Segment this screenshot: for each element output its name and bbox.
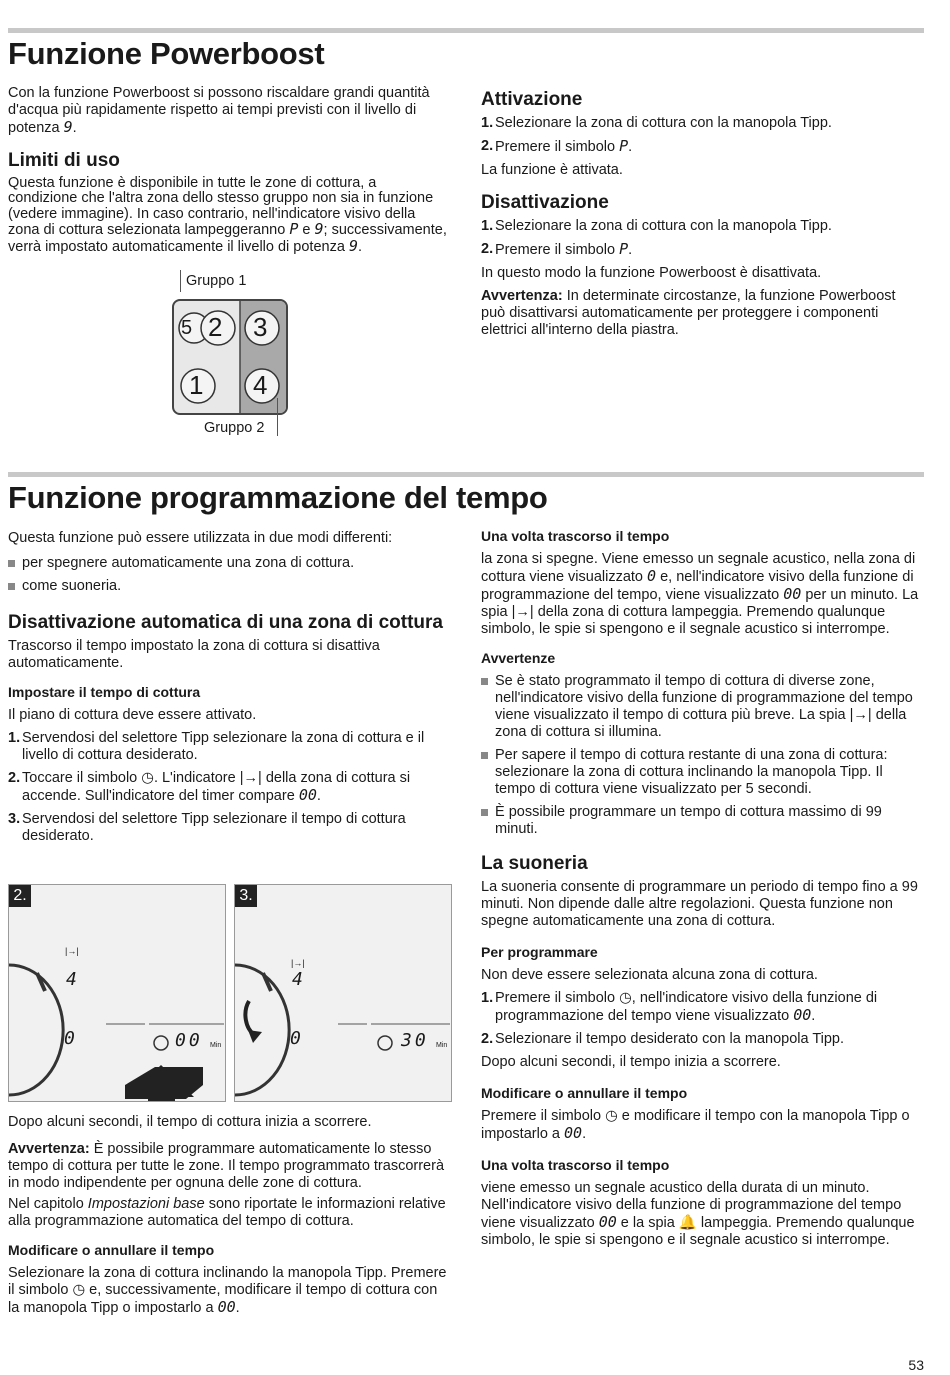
notes-title: Avvertenze bbox=[481, 650, 556, 666]
program-step: 2. Selezionare il tempo desiderato con la manopola Tipp. bbox=[481, 1030, 845, 1047]
timer-indicator-icon: |→| bbox=[239, 769, 262, 786]
note-item: Se è stato programmato il tempo di cottura di diverse zone, nell'indicatore visivo della funzione di programmazione del tempo viene visualizzato il tempo di cottura più breve. La spia |→| della zona di cottura si illumina. bbox=[481, 673, 923, 741]
zone-label: 2 bbox=[208, 312, 223, 342]
program-step: 1. Premere il simbolo ◷, nell'indicatore visivo della funzione di programmazione del tempo viene visualizzato 00. bbox=[481, 989, 878, 1024]
set-step: 3. Servendosi del selettore Tipp selezionare il tempo di cottura desiderato. bbox=[8, 810, 406, 844]
timer-left-lower bbox=[8, 1114, 448, 1323]
limits-title: Limiti di uso bbox=[8, 150, 120, 171]
timer-display: 00 bbox=[175, 1030, 203, 1051]
deactivation-result: In questo modo la funzione Powerboost è disattivata. bbox=[481, 264, 822, 281]
powerboost-warning: Avvertenza: In determinate circostanze, la funzione Powerboost può disattivarsi automaticamente per proteggere i componenti elettrici all'interno della piastra. bbox=[481, 287, 896, 338]
minutes-unit: Min bbox=[436, 1042, 448, 1049]
alarm-elapsed-title: Una volta trascorso il tempo bbox=[481, 1156, 670, 1173]
panel-graphic bbox=[235, 885, 452, 1102]
after-figure-text: Dopo alcuni secondi, il tempo di cottura inizia a scorrere. bbox=[8, 1114, 372, 1130]
note-item: Per sapere il tempo di cottura restante di una zona di cottura: selezionare la zona di cottura inclinando la manopola Tipp. Il tempo di cottura viene visualizzato per 5 secondi. bbox=[481, 747, 923, 798]
activation-step: 2. Premere il simbolo P. bbox=[481, 136, 633, 155]
timer-panel-step2 bbox=[8, 884, 226, 1102]
page-number: 53 bbox=[908, 1357, 924, 1373]
timer-icon: ◷ bbox=[605, 1107, 618, 1124]
timer-display: 30 bbox=[401, 1030, 429, 1051]
deactivation-step: 2. Premere il simbolo P. bbox=[481, 239, 633, 258]
alarm-elapsed-text: viene emesso un segnale acustico della durata di un minuto. Nell'indicatore visivo della funzione di programmazione del tempo viene visualizzato 00 e la spia 🔔 lampeggia. Premendo qualunque simbolo, le spie si spengono e il segnale acustico si interrompe. bbox=[481, 1179, 915, 1248]
cooktop-groups-diagram bbox=[160, 270, 300, 440]
program-after: Dopo alcuni secondi, il tempo inizia a scorrere. bbox=[481, 1053, 781, 1070]
zone-label: 1 bbox=[189, 370, 204, 400]
powerboost-left-column bbox=[8, 85, 448, 261]
powerboost-intro: Con la funzione Powerboost si possono riscaldare grandi quantità d'acqua più rapidamente rispetto ai tempi previsti con il livello di potenza 9. bbox=[8, 85, 430, 136]
deactivation-step: 1. Selezionare la zona di cottura con la manopola Tipp. bbox=[481, 217, 832, 234]
set-step: 1. Servendosi del selettore Tipp selezionare la zona di cottura e il livello di cottura desiderato. bbox=[8, 729, 425, 763]
powerboost-title: Funzione Powerboost bbox=[8, 36, 325, 71]
alarm-modify-text: Premere il simbolo ◷ e modificare il tempo con la manopola Tipp o impostarlo a 00. bbox=[481, 1107, 910, 1142]
alarm-text: La suoneria consente di programmare un periodo di tempo fino a 99 minuti. Non dipende dalle altre regolazioni. Questa funzione non spegne automaticamente una zona di cottura. bbox=[481, 878, 918, 929]
timer-warning: Avvertenza: È possibile programmare automaticamente lo stesso tempo di cottura per tutte le zone. Il tempo programmato trascorrerà in modo indipendente per ognuna delle zone di cottura. bbox=[8, 1141, 445, 1191]
timer-indicator-icon: |→| bbox=[511, 604, 534, 620]
auto-off-title: Disattivazione automatica di una zona di cottura bbox=[8, 612, 443, 633]
timer-icon: ◷ bbox=[72, 1282, 86, 1298]
note-item: È possibile programmare un tempo di cottura massimo di 99 minuti. bbox=[481, 804, 923, 838]
activation-step: 1. Selezionare la zona di cottura con la manopola Tipp. bbox=[481, 114, 832, 131]
group1-label: Gruppo 1 bbox=[186, 273, 247, 289]
zone-label: 3 bbox=[253, 312, 268, 342]
program-title: Per programmare bbox=[481, 943, 598, 960]
bell-icon: 🔔 bbox=[678, 1214, 697, 1231]
modify-title: Modificare o annullare il tempo bbox=[8, 1242, 215, 1258]
set-step: 2. Toccare il simbolo ◷. L'indicatore |→| della zona di cottura si accende. Sull'indicatore del timer compare 00. bbox=[8, 769, 411, 804]
program-pre: Non deve essere selezionata alcuna zona di cottura. bbox=[481, 966, 818, 983]
timer-mode-item: come suoneria. bbox=[8, 578, 448, 595]
power-level: 4 bbox=[66, 969, 77, 990]
timer-right-column bbox=[481, 528, 923, 1255]
auto-off-text: Trascorso il tempo impostato la zona di cottura si disattiva automaticamente. bbox=[8, 637, 380, 671]
panel-step-label: 2. bbox=[9, 885, 31, 907]
section-rule bbox=[8, 472, 924, 477]
timer-icon: ◷ bbox=[619, 989, 632, 1006]
group2-label: Gruppo 2 bbox=[204, 420, 265, 436]
indicator-icon: |→| bbox=[291, 958, 305, 968]
power-level: 4 bbox=[292, 969, 303, 990]
minutes-unit: Min bbox=[210, 1042, 222, 1049]
limits-text: Questa funzione è disponibile in tutte le zone di cottura, a condizione che l'altra zona dello stesso gruppo non sia in funzione (vedere immagine). In caso contrario, nell'indicatore visivo della zona di cottura selezionata lampeggeranno P e 9; successivamente, verrà impostato automaticamente il livello di potenza 9. bbox=[8, 174, 447, 255]
alarm-modify-title: Modificare o annullare il tempo bbox=[481, 1084, 688, 1101]
zone-display: 0 bbox=[64, 1028, 75, 1049]
indicator-icon: |→| bbox=[65, 946, 79, 956]
alarm-title: La suoneria bbox=[481, 853, 588, 874]
section-rule bbox=[8, 28, 924, 33]
elapsed-text: la zona si spegne. Viene emesso un segnale acustico, nella zona di cottura viene visualizzato 0 e, nell'indicatore visivo della funzione di programmazione del tempo, viene visualizzato 00 per un minuto. La spia |→| della zona di cottura lampeggia. Premendo qualunque simbolo, le spie si spengono e il segnale acustico si interrompe. bbox=[481, 551, 919, 637]
activation-result: La funzione è attivata. bbox=[481, 161, 623, 178]
panel-graphic bbox=[9, 885, 226, 1102]
set-time-pre: Il piano di cottura deve essere attivato. bbox=[8, 706, 257, 723]
modify-text: Selezionare la zona di cottura inclinando la manopola Tipp. Premere il simbolo ◷ e, successivamente, modificare il tempo di cottura con la manopola Tipp o impostarlo a 00. bbox=[8, 1265, 447, 1316]
timer-left-column bbox=[8, 530, 448, 851]
set-time-title: Impostare il tempo di cottura bbox=[8, 683, 201, 700]
zone-label: 5 bbox=[181, 317, 193, 339]
zone-display: 0 bbox=[290, 1028, 301, 1049]
timer-intro: Questa funzione può essere utilizzata in due modi differenti: bbox=[8, 530, 393, 546]
activation-title: Attivazione bbox=[481, 89, 583, 110]
timer-icon: ◷ bbox=[141, 769, 154, 786]
timer-mode-item: per spegnere automaticamente una zona di cottura. bbox=[8, 555, 448, 572]
cooktop-zones bbox=[160, 270, 300, 440]
zone-label: 4 bbox=[253, 370, 268, 400]
panel-step-label: 3. bbox=[235, 885, 257, 907]
timer-title: Funzione programmazione del tempo bbox=[8, 480, 548, 515]
timer-panel-step3 bbox=[234, 884, 452, 1102]
timer-indicator-icon: |→| bbox=[849, 707, 872, 723]
powerboost-right-column bbox=[481, 76, 923, 345]
deactivation-title: Disattivazione bbox=[481, 191, 609, 213]
chapter-note: Nel capitolo Impostazioni base sono riportate le informazioni relative alla programmazione automatica del tempo di cottura. bbox=[8, 1196, 446, 1229]
elapsed-title: Una volta trascorso il tempo bbox=[481, 528, 670, 544]
